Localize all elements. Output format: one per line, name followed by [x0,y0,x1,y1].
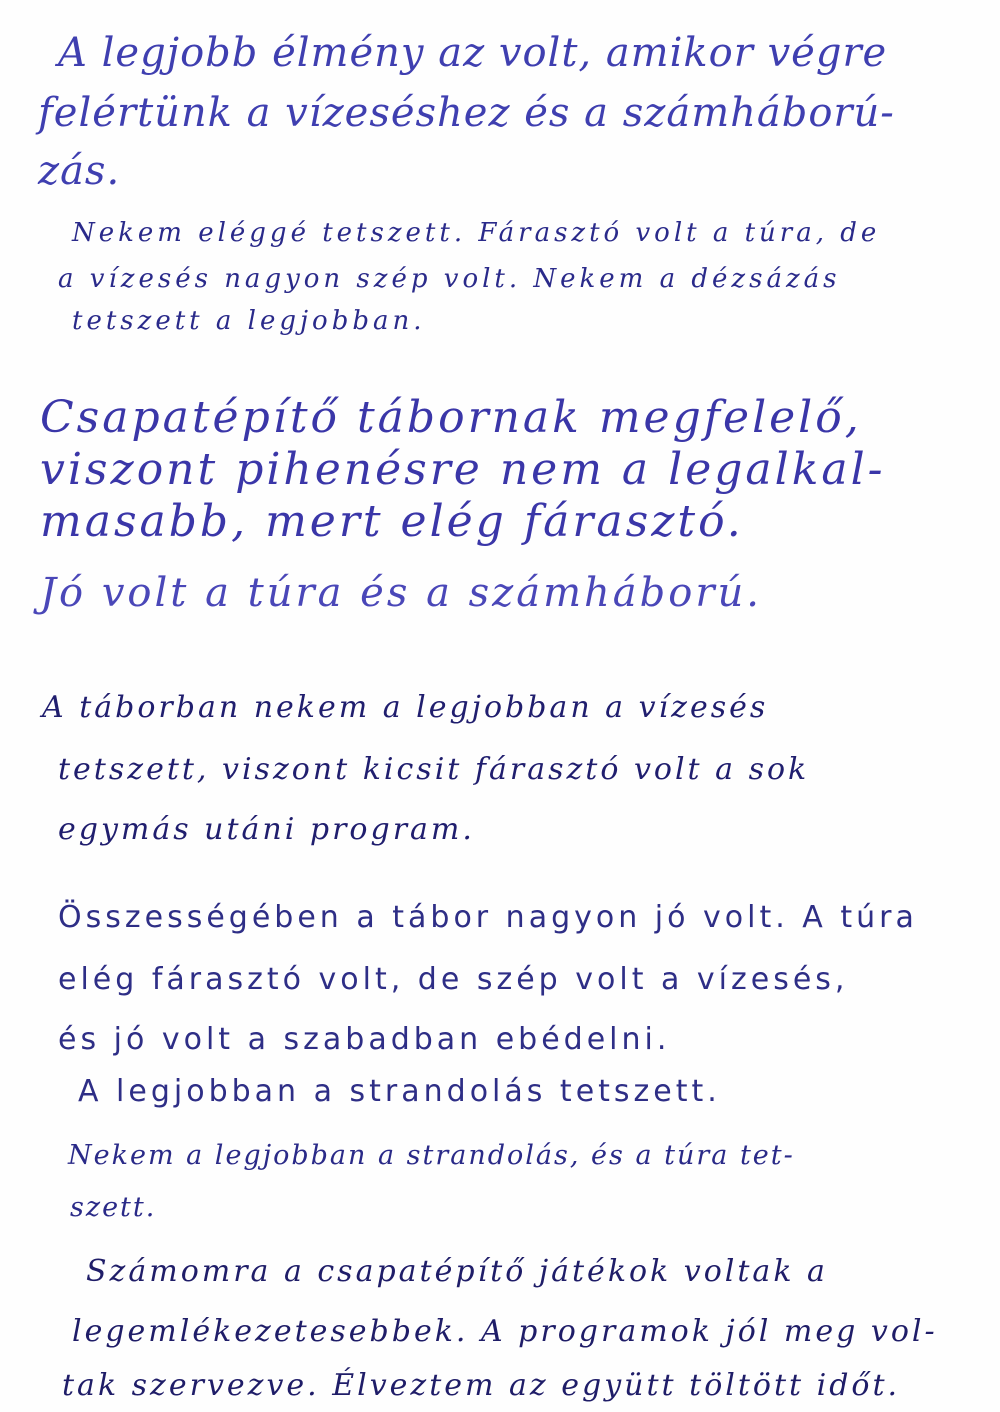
entry-4-line-1: Jó volt a túra és a számháború. [40,570,762,616]
entry-7-line-2: szett. [70,1192,157,1223]
entry-6-line-2: elég fárasztó volt, de szép volt a vízesés, [58,962,849,997]
entry-1-line-2: felértünk a vízeséshez és a számháború- [38,90,895,136]
entry-3-line-3: masabb, mert elég fárasztó. [40,496,744,547]
entry-1-line-3: zás. [38,148,121,194]
entry-1-line-1: A legjobb élmény az volt, amikor végre [58,30,888,76]
entry-8-line-2: legemlékezetesebbek. A programok jól meg vol- [72,1314,938,1349]
entry-5-line-2: tetszett, viszont kicsit fárasztó volt a sok [58,752,810,787]
entry-3-line-2: viszont pihenésre nem a legalkal- [40,444,886,495]
entry-3-line-1: Csapatépítő tábornak megfelelő, [40,392,862,443]
entry-6-line-4: A legjobban a strandolás tetszett. [78,1074,721,1109]
entry-2-line-1: Nekem eléggé tetszett. Fárasztó volt a túra, de [72,218,881,248]
entry-5-line-1: A táborban nekem a legjobban a vízesés [42,690,769,725]
entry-2-line-2: a vízesés nagyon szép volt. Nekem a dézsázás [58,264,841,294]
entry-8-line-3: tak szervezve. Élveztem az együtt töltött időt. [62,1368,901,1403]
entry-5-line-3: egymás utáni program. [58,812,475,847]
entry-2-line-3: tetszett a legjobban. [72,306,426,336]
entry-6-line-3: és jó volt a szabadban ebédelni. [58,1022,671,1057]
entry-7-line-1: Nekem a legjobban a strandolás, és a túra tet- [68,1140,795,1171]
entry-8-line-1: Számomra a csapatépítő játékok voltak a [86,1254,828,1289]
entry-6-line-1: Összességében a tábor nagyon jó volt. A túra [58,900,918,935]
